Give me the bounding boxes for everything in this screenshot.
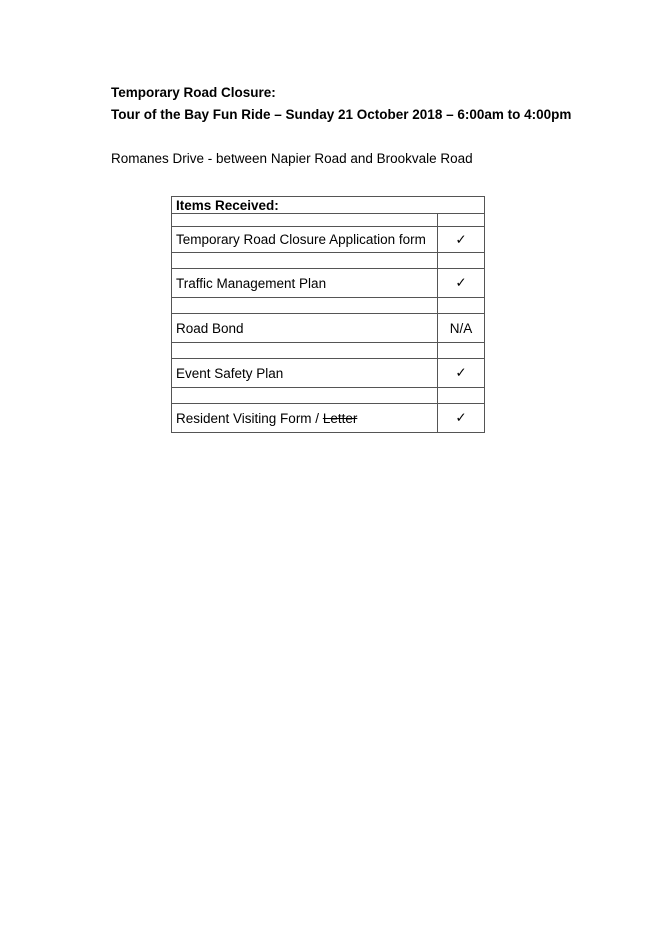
item-label-prefix: Resident Visiting Form / — [176, 410, 323, 426]
spacer-row — [172, 343, 485, 359]
items-received-table — [171, 196, 485, 433]
item-status: ✓ — [438, 359, 485, 388]
spacer-row — [172, 298, 485, 314]
spacer-row — [172, 388, 485, 404]
table-header: Items Received: — [172, 197, 485, 214]
item-label: Traffic Management Plan — [172, 269, 438, 298]
table-row — [172, 269, 485, 298]
item-status: ✓ — [438, 269, 485, 298]
spacer-row — [172, 214, 485, 227]
item-label: Temporary Road Closure Application form — [172, 227, 438, 253]
item-label-struck: Letter — [322, 410, 358, 426]
table-row — [172, 314, 485, 343]
item-status: N/A — [438, 314, 485, 343]
table-header-row — [172, 197, 485, 214]
event-title: Tour of the Bay Fun Ride – Sunday 21 October 2018 – 6:00am to 4:00pm — [111, 107, 572, 122]
item-label: Event Safety Plan — [172, 359, 438, 388]
item-label: Road Bond — [172, 314, 438, 343]
item-label — [172, 404, 438, 433]
item-status: ✓ — [438, 227, 485, 253]
document-title: Temporary Road Closure: — [111, 85, 276, 100]
table-row — [172, 404, 485, 433]
table-row — [172, 359, 485, 388]
item-status: ✓ — [438, 404, 485, 433]
table-row — [172, 227, 485, 253]
closure-location: Romanes Drive - between Napier Road and Brookvale Road — [111, 151, 473, 166]
spacer-row — [172, 253, 485, 269]
